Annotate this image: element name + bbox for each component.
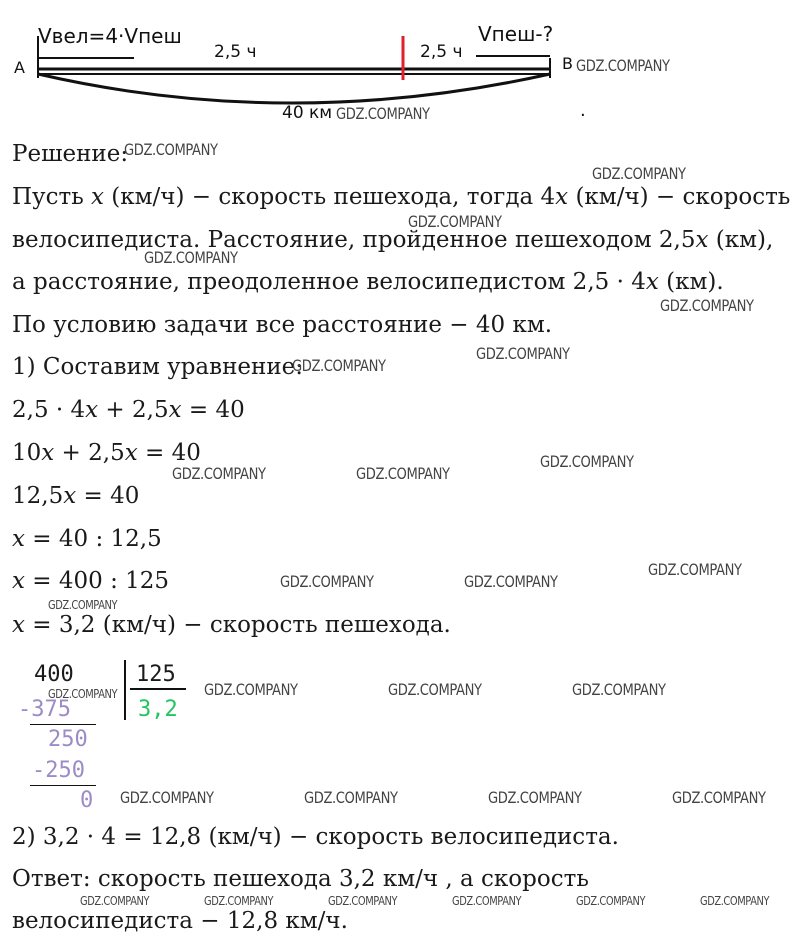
watermark: GDZ.COMPANY: [388, 680, 482, 699]
watermark: GDZ.COMPANY: [204, 894, 274, 908]
watermark: GDZ.COMPANY: [576, 894, 646, 908]
watermark: GDZ.COMPANY: [356, 464, 450, 483]
watermark: GDZ.COMPANY: [672, 788, 766, 807]
solution-heading: Решение:: [12, 141, 129, 167]
watermark: GDZ.COMPANY: [144, 248, 238, 267]
watermark: GDZ.COMPANY: [660, 296, 754, 315]
watermark: GDZ.COMPANY: [336, 104, 430, 123]
watermark: GDZ.COMPANY: [172, 464, 266, 483]
subtrahend-1: -375: [18, 697, 71, 722]
sub-line-2: [30, 785, 96, 786]
time-left-label: 2,5 ч: [214, 42, 257, 62]
watermark: GDZ.COMPANY: [408, 212, 502, 231]
watermark: GDZ.COMPANY: [576, 56, 670, 75]
distance-label: 40 км: [282, 103, 333, 123]
point-b-label: B: [562, 54, 573, 73]
step-2: 2) 3,2 · 4 = 12,8 (км/ч) − скорость велосипедиста.: [12, 824, 619, 850]
ped-speed-label: Vпеш-?: [478, 22, 554, 46]
watermark: GDZ.COMPANY: [540, 452, 634, 471]
equation-line-3: 12,5𝑥 = 40: [12, 483, 140, 509]
watermark: GDZ.COMPANY: [204, 680, 298, 699]
watermark: GDZ.COMPANY: [48, 598, 118, 612]
watermark: GDZ.COMPANY: [488, 788, 582, 807]
watermark: GDZ.COMPANY: [648, 560, 742, 579]
watermark: GDZ.COMPANY: [80, 894, 150, 908]
remainder-2: 0: [80, 788, 94, 813]
divisor-underline: [130, 688, 186, 690]
watermark: GDZ.COMPANY: [328, 894, 398, 908]
stray-dot: .: [580, 100, 586, 121]
solution-line-4: По условию задачи все расстояние − 40 км.: [12, 312, 553, 338]
subtrahend-2: -250: [32, 758, 85, 783]
watermark: GDZ.COMPANY: [292, 356, 386, 375]
point-a-label: A: [14, 58, 25, 77]
time-right-label: 2,5 ч: [420, 42, 463, 62]
answer-line-2: велосипедиста − 12,8 км/ч.: [12, 908, 348, 934]
distance-arc: [38, 74, 550, 103]
watermark: GDZ.COMPANY: [464, 572, 558, 591]
equation-line-6: 𝑥 = 3,2 (км/ч) − скорость пешехода.: [12, 612, 451, 638]
equation-line-5: 𝑥 = 400 : 125: [12, 568, 170, 594]
watermark: GDZ.COMPANY: [304, 788, 398, 807]
watermark: GDZ.COMPANY: [592, 164, 686, 183]
equation-line-1: 2,5 · 4𝑥 + 2,5𝑥 = 40: [12, 397, 245, 423]
watermark: GDZ.COMPANY: [452, 894, 522, 908]
remainder-1: 250: [48, 727, 88, 752]
watermark: GDZ.COMPANY: [476, 344, 570, 363]
equation-line-2: 10𝑥 + 2,5𝑥 = 40: [12, 440, 201, 466]
divisor: 125: [136, 662, 176, 687]
watermark: GDZ.COMPANY: [124, 140, 218, 159]
equation-line-4: 𝑥 = 40 : 12,5: [12, 526, 162, 552]
watermark: GDZ.COMPANY: [280, 572, 374, 591]
solution-line-5: 1) Составим уравнение:: [12, 354, 304, 380]
watermark: GDZ.COMPANY: [700, 894, 770, 908]
answer-line-1: Ответ: скорость пешехода 3,2 км/ч , а скорость: [12, 866, 589, 892]
sub-line-1: [30, 724, 96, 725]
watermark: GDZ.COMPANY: [572, 680, 666, 699]
solution-line-2: велосипедиста. Расстояние, пройденное пешеходом 2,5𝑥 (км),: [12, 227, 774, 253]
watermark: GDZ.COMPANY: [120, 788, 214, 807]
solution-line-3: а расстояние, преодоленное велосипедистом 2,5 · 4𝑥 (км).: [12, 269, 724, 295]
bike-speed-label: Vвел=4·Vпеш: [38, 24, 182, 48]
solution-line-1: Пусть 𝑥 (км/ч) − скорость пешехода, тогда 4𝑥 (км/ч) − скорость: [12, 184, 791, 210]
quotient: 3,2: [138, 697, 178, 722]
watermark: GDZ.COMPANY: [48, 687, 118, 701]
division-bar: [124, 660, 126, 720]
dividend: 400: [34, 662, 74, 687]
